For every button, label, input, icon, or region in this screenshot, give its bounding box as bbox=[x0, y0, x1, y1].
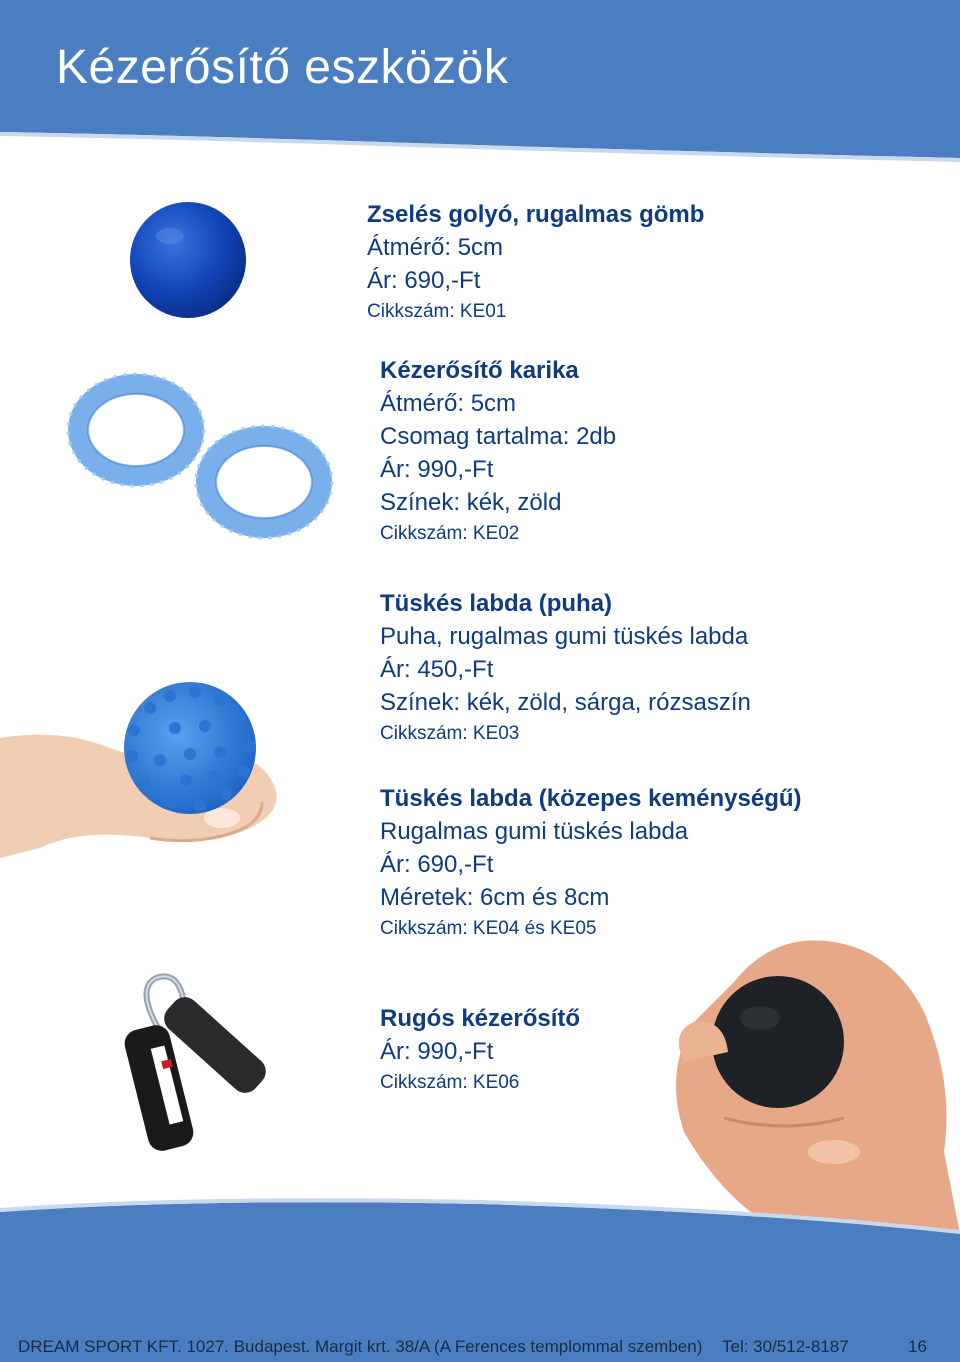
product-price: Ár: 990,-Ft bbox=[380, 1038, 494, 1065]
product-detail: Átmérő: 5cm bbox=[367, 234, 504, 261]
product-ke06 bbox=[380, 1002, 580, 1098]
product-colors: Színek: kék, zöld, sárga, rózsaszín bbox=[380, 689, 751, 716]
product-ke01 bbox=[367, 198, 704, 327]
grip-rings-image bbox=[66, 372, 342, 542]
product-colors: Színek: kék, zöld bbox=[380, 489, 562, 516]
product-code: Cikkszám: KE01 bbox=[367, 301, 507, 322]
product-code: Cikkszám: KE06 bbox=[380, 1072, 520, 1093]
product-ke04-ke05 bbox=[380, 782, 802, 944]
product-price: Ár: 690,-Ft bbox=[367, 267, 481, 294]
product-name: Tüskés labda (puha) bbox=[380, 590, 613, 617]
footer-page-number: 16 bbox=[908, 1337, 927, 1356]
footer-company-address: DREAM SPORT KFT. 1027. Budapest. Margit krt. 38/A (A Ferences templommal szemben) bbox=[18, 1337, 703, 1356]
hand-gripper-image bbox=[118, 968, 318, 1154]
product-name: Kézerősítő karika bbox=[380, 357, 579, 384]
product-name: Tüskés labda (közepes keménységű) bbox=[380, 785, 802, 812]
page-title: Kézerősítő eszközök bbox=[56, 41, 509, 94]
product-code: Cikkszám: KE02 bbox=[380, 523, 520, 544]
product-price: Ár: 690,-Ft bbox=[380, 851, 494, 878]
product-name: Zselés golyó, rugalmas gömb bbox=[367, 201, 705, 228]
product-price: Ár: 450,-Ft bbox=[380, 656, 494, 683]
product-code: Cikkszám: KE03 bbox=[380, 723, 520, 744]
product-detail: Rugalmas gumi tüskés labda bbox=[380, 818, 689, 845]
gel-ball-image bbox=[126, 198, 250, 322]
product-ke03 bbox=[380, 587, 751, 749]
footer-phone: Tel: 30/512-8187 bbox=[722, 1337, 849, 1356]
product-detail: Átmérő: 5cm bbox=[380, 390, 517, 417]
product-detail: Csomag tartalma: 2db bbox=[380, 423, 617, 450]
product-ke02 bbox=[380, 354, 616, 549]
hand-squeeze-ball-image bbox=[664, 922, 960, 1234]
product-detail: Puha, rugalmas gumi tüskés labda bbox=[380, 623, 749, 650]
product-code: Cikkszám: KE04 és KE05 bbox=[380, 918, 597, 939]
hand-spiky-ball-image bbox=[0, 668, 300, 868]
product-price: Ár: 990,-Ft bbox=[380, 456, 494, 483]
footer bbox=[0, 1334, 960, 1362]
product-sizes: Méretek: 6cm és 8cm bbox=[380, 884, 610, 911]
product-name: Rugós kézerősítő bbox=[380, 1005, 581, 1032]
